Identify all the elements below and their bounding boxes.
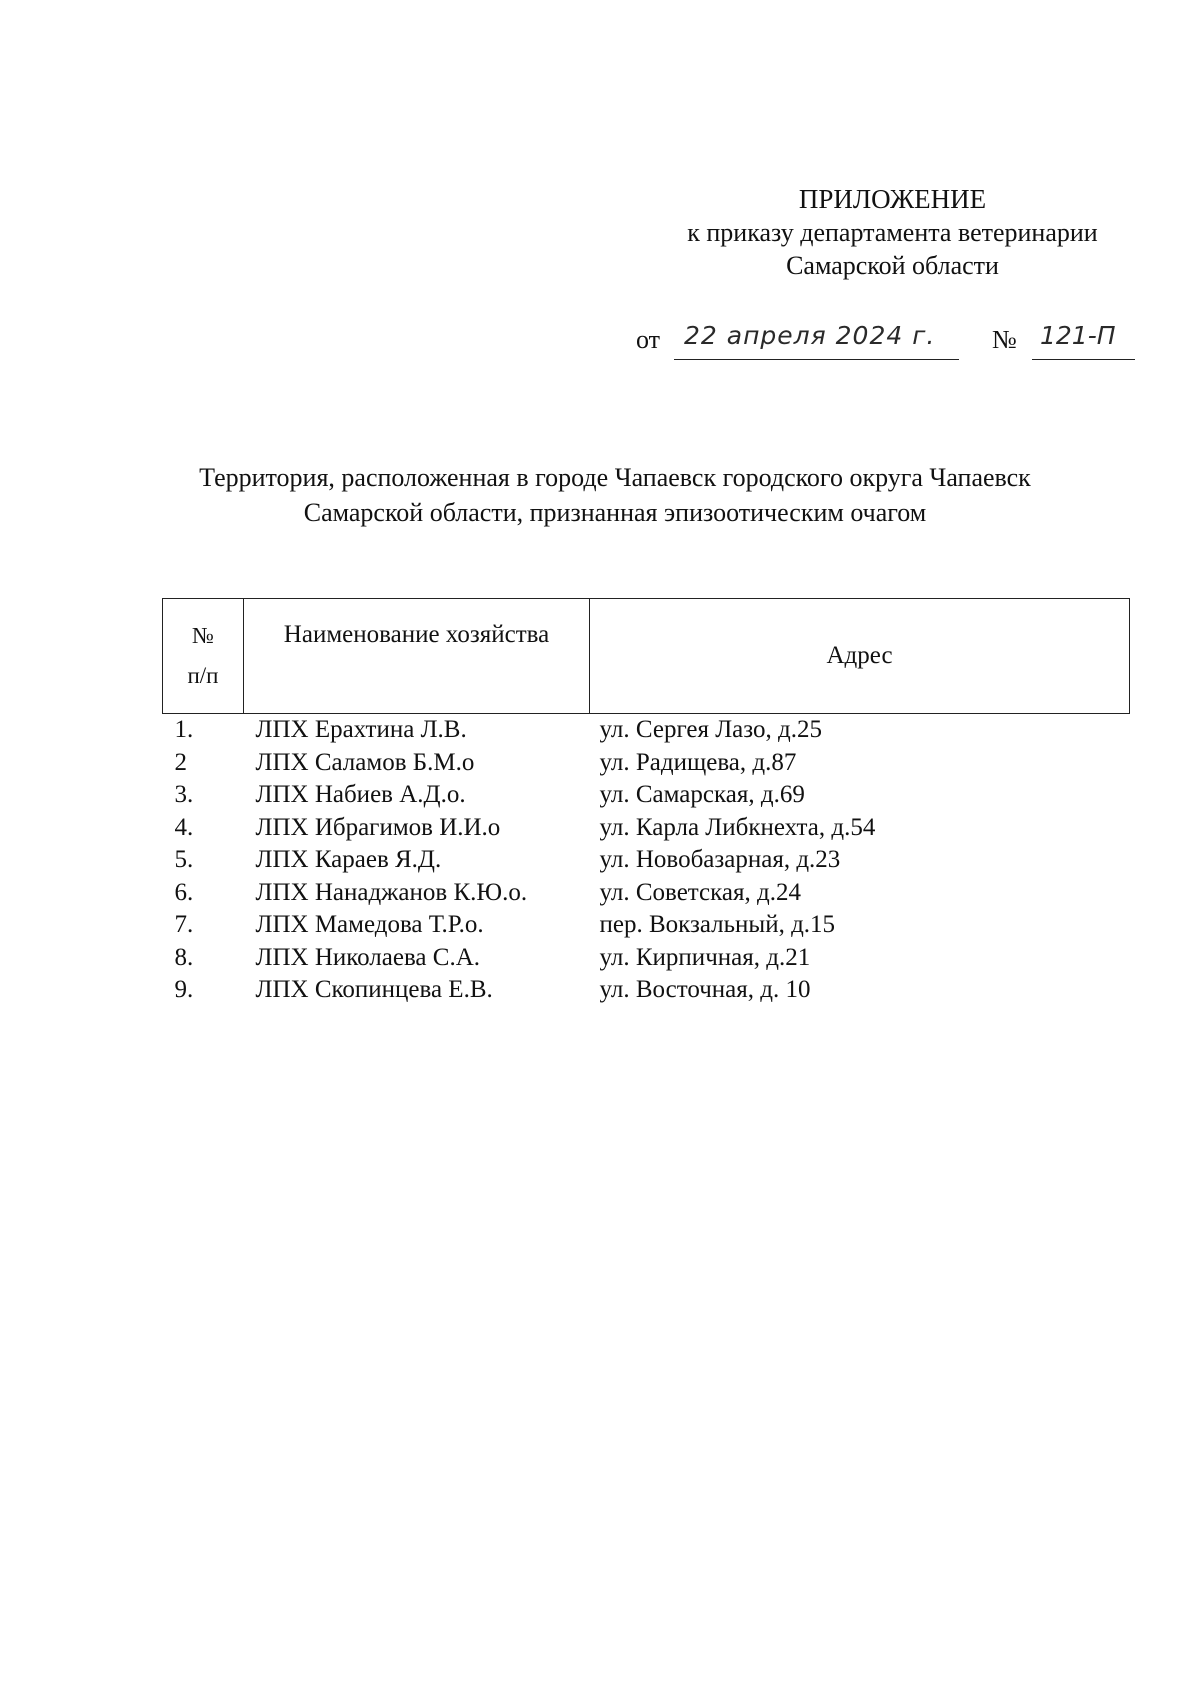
table-row xyxy=(163,714,1130,747)
order-reference xyxy=(630,321,1130,359)
row-number: 7. xyxy=(174,911,194,938)
table-row xyxy=(163,942,1130,975)
header-address: Адрес xyxy=(590,599,1130,714)
header-number xyxy=(163,599,244,714)
row-address: ул. Карла Либкнехта, д.54 xyxy=(599,813,876,841)
row-number: 5. xyxy=(174,846,194,873)
appendix-subtitle-line2: Самарской области xyxy=(786,251,999,280)
row-farm-name: ЛПХ Мамедова Т.Р.о. xyxy=(255,911,484,938)
row-farm-name: ЛПХ Николаева С.А. xyxy=(255,943,481,971)
row-farm-name: ЛПХ Ибрагимов И.И.о xyxy=(255,813,501,841)
row-number: 2 xyxy=(174,748,187,776)
row-farm-name: ЛПХ Ерахтина Л.В. xyxy=(255,716,467,743)
row-address: пер. Вокзальный, д.15 xyxy=(599,911,836,938)
table-row xyxy=(163,844,1130,877)
order-number-field xyxy=(1032,321,1135,360)
order-date-handwritten: 22 апреля 2024 г. xyxy=(684,321,936,350)
order-date-prefix: от xyxy=(636,325,661,354)
row-address: ул. Советская, д.24 xyxy=(599,878,801,906)
table-row xyxy=(163,974,1130,1007)
row-address: ул. Восточная, д. 10 xyxy=(599,976,811,1003)
row-farm-name: ЛПХ Набиев А.Д.о. xyxy=(255,781,466,808)
row-number: 4. xyxy=(174,813,194,841)
row-address: ул. Новобазарная, д.23 xyxy=(599,846,841,873)
header-number-sub: п/п xyxy=(187,663,219,688)
table-body xyxy=(163,714,1130,1007)
order-number-handwritten: 121-П xyxy=(1040,321,1116,350)
table-row xyxy=(163,779,1130,812)
farms-table xyxy=(162,598,1130,1007)
row-farm-name: ЛПХ Скопинцева Е.В. xyxy=(255,976,493,1003)
document-heading xyxy=(150,460,1080,530)
row-farm-name: ЛПХ Караев Я.Д. xyxy=(255,846,442,873)
appendix-title: ПРИЛОЖЕНИЕ xyxy=(798,184,987,214)
heading-line2: Самарской области, признанная эпизоотическим очагом xyxy=(303,498,927,527)
row-farm-name: ЛПХ Нанаджанов К.Ю.о. xyxy=(255,878,528,906)
row-number: 9. xyxy=(174,976,194,1003)
row-address: ул. Радищева, д.87 xyxy=(599,748,797,776)
order-number-label: № xyxy=(992,325,1017,354)
row-address: ул. Самарская, д.69 xyxy=(599,781,805,808)
row-address: ул. Сергея Лазо, д.25 xyxy=(599,716,822,743)
row-number: 6. xyxy=(174,878,194,906)
table-row xyxy=(163,747,1130,780)
table-row xyxy=(163,909,1130,942)
row-farm-name: ЛПХ Саламов Б.М.о xyxy=(255,748,475,776)
table-header-row xyxy=(163,599,1130,714)
heading-line1: Территория, расположенная в городе Чапаевск городского округа Чапаевск xyxy=(199,463,1031,492)
header-number-symbol: № xyxy=(192,623,214,648)
row-number: 1. xyxy=(174,716,194,743)
appendix-header xyxy=(640,183,1145,282)
header-farm-name: Наименование хозяйства xyxy=(244,599,590,714)
row-address: ул. Кирпичная, д.21 xyxy=(599,943,811,971)
row-number: 3. xyxy=(174,781,194,808)
table-row xyxy=(163,812,1130,845)
order-date-field xyxy=(674,321,959,360)
appendix-subtitle-line1: к приказу департамента ветеринарии xyxy=(687,218,1098,247)
row-number: 8. xyxy=(174,943,194,971)
farms-table-container xyxy=(162,598,1130,1007)
table-row xyxy=(163,877,1130,910)
